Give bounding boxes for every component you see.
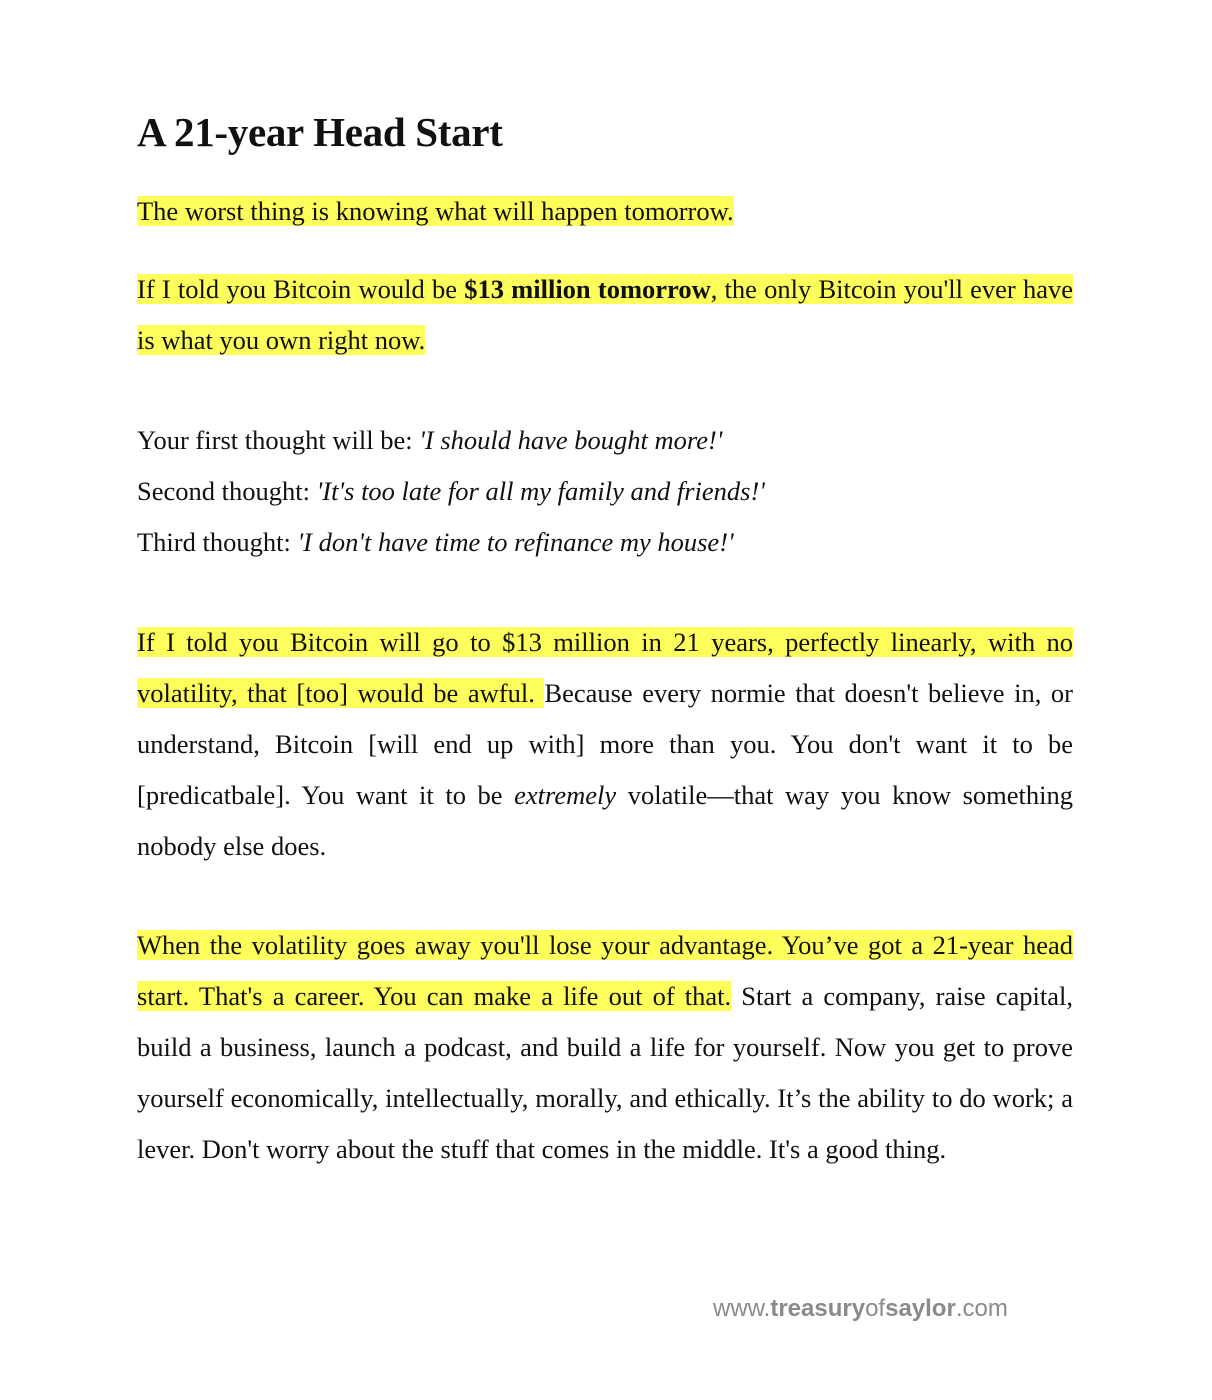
p4-text: Because every normie that doesn't believe in, or understand, Bitcoin [will end up with] more than you. You don't want it to be [predicatbale]. You want it to be [137, 678, 1073, 810]
thoughts-list [137, 415, 1073, 568]
p2-post: , the only Bitcoin you'll ever have is what you own right now. [137, 274, 1073, 355]
p2-bold: $13 million tomorrow [464, 274, 711, 304]
thought-line-2 [137, 466, 1073, 517]
p5-text: Start a company, raise capital, build a business, launch a podcast, and build a life for yourself. Now you get to prove yourself economically, intellectually, morally, and ethically. It’s the ability to do work; a lever. Don't worry about the stuff that comes in the middle. It's a good thing. [137, 981, 1073, 1164]
thought-line-1 [137, 415, 1073, 466]
footer-part1: treasury [770, 1295, 866, 1322]
thought-label: Second thought: [137, 476, 317, 506]
p4-emphasis: extremely [514, 780, 617, 810]
thought-label: Third thought: [137, 527, 298, 557]
paragraph-head-start [137, 920, 1073, 1175]
website-footer [713, 1295, 1008, 1323]
thought-label: Your first thought will be: [137, 425, 420, 455]
highlighted-text: If I told you Bitcoin will go to $13 million in 21 years, perfectly linearly, with no volatility, that [too] would be awful. [137, 627, 1073, 708]
thought-quote: 'I don't have time to refinance my house!' [297, 527, 734, 557]
p4-text-end: volatile—that way you know something nobody else does. [137, 780, 1073, 861]
page-title: A 21-year Head Start [137, 109, 503, 155]
thought-quote: 'I should have bought more!' [419, 425, 723, 455]
thought-quote: 'It's too late for all my family and friends!' [316, 476, 765, 506]
highlighted-text: When the volatility goes away you'll lose your advantage. You’ve got a 21-year head start. That's a career. You can make a life out of that. [137, 930, 1073, 1011]
thought-line-3 [137, 517, 1073, 568]
footer-part3: saylor [885, 1295, 956, 1322]
highlighted-text [137, 274, 1073, 355]
paragraph-worst-thing [137, 186, 1073, 237]
paragraph-13-million-tomorrow [137, 264, 1073, 366]
footer-prefix: www. [713, 1295, 771, 1322]
highlighted-text: The worst thing is knowing what will happen tomorrow. [137, 196, 734, 226]
p2-pre: If I told you Bitcoin would be [137, 274, 465, 304]
paragraph-21-years-linear [137, 617, 1073, 872]
footer-suffix: .com [955, 1295, 1008, 1322]
footer-part2: of [865, 1295, 886, 1322]
